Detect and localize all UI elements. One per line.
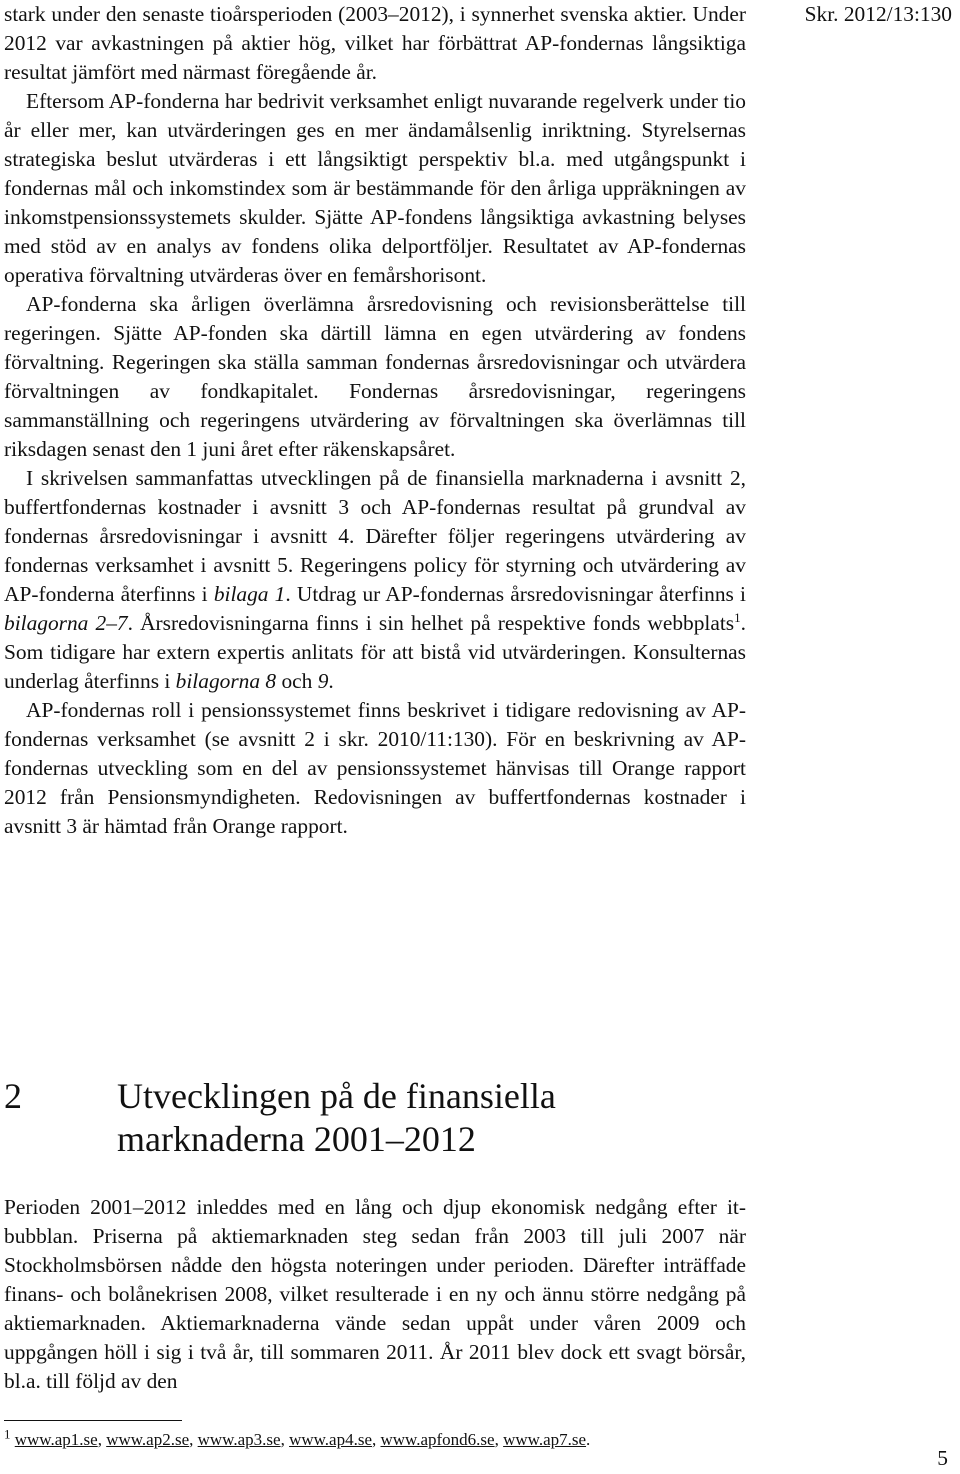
body-text bbox=[4, 0, 746, 841]
paragraph-5: AP-fondernas roll i pensionssystemet finns beskrivet i tidigare redovisning av AP-fondernas verksamhet (se avsnitt 2 i skr. 2010/11:130). För en beskrivning av AP-fondernas utveckling som en del av pensionssystemet hänvisas till Orange rapport 2012 från Pensionsmyndigheten. Redovisningen av buffertfondernas kostnader i avsnitt 3 är hämtad från Orange rapport. bbox=[4, 698, 746, 838]
paragraph-3: AP-fonderna ska årligen överlämna årsredovisning och revisionsberättelse till regeringen. Sjätte AP-fonden ska därtill lämna en egen utvärdering av fondens förvaltning. Regeringen ska ställa samman fondernas årsredovisningar och utvärdera förvaltningen av fondkapitalet. Fondernas årsredovisningar, regeringens sammanställning och regeringens utvärdering av förvaltningen ska överlämnas till riksdagen senast den 1 juni året efter räkenskapsåret. bbox=[4, 292, 746, 461]
footnote-number: 1 bbox=[4, 1426, 11, 1442]
footnote-link-apfond6[interactable]: www.apfond6.se bbox=[380, 1430, 495, 1449]
footnote-link-ap4[interactable]: www.ap4.se bbox=[289, 1430, 372, 1449]
footnote-marker: 1 bbox=[734, 609, 741, 625]
appendix-ref: bilaga 1 bbox=[213, 582, 286, 606]
document-reference: Skr. 2012/13:130 bbox=[804, 2, 952, 26]
footnote-divider bbox=[4, 1420, 182, 1421]
paragraph-4: I skrivelsen sammanfattas utvecklingen på de finansiella marknaderna i avsnitt 2, buffertfondernas kostnader i avsnitt 3 och AP-fondernas resultat på grundval av fondernas årsredovisningar i avsnitt 4. Därefter följer regeringens utvärdering av fondernas verksamhet i avsnitt 5. Regeringens policy för styrning och utvärdering av AP-fonderna återfinns i bilaga 1. Utdrag ur AP-fondernas årsredovisningar återfinns i bilagorna 2–7. Årsredovisningarna finns i sin helhet på respektive fonds webbplats$^1$. Som tidigare har extern expertis anlitats för att bistå vid utvärderingen. Konsulternas underlag återfinns i bilagorna 8 och 9. bbox=[4, 466, 746, 693]
footnote-link-ap1[interactable]: www.ap1.se bbox=[14, 1430, 98, 1449]
footnote-link-ap2[interactable]: www.ap2.se bbox=[106, 1430, 190, 1449]
paragraph-2: Eftersom AP-fonderna har bedrivit verksamhet enligt nuvarande regelverk under tio år eller mer, kan utvärderingen ges en mer ändamålsenlig inriktning. Styrelsernas strategiska beslut utvärderas i ett långsiktigt perspektiv bl.a. med utgångspunkt i fondernas mål och inkomstindex som är bestämmande för den årliga uppräkningen av inkomstpensionssystemets skulder. Sjätte AP-fondens långsiktiga avkastning belyses med stöd av en analys av fondens olika delportföljer. Resultatet av AP-fondernas operativa förvaltning utvärderas över en femårshorisont. bbox=[4, 89, 746, 287]
appendix-ref: 9 bbox=[317, 669, 329, 693]
footnote-link-ap3[interactable]: www.ap3.se bbox=[197, 1430, 281, 1449]
section-title: Utvecklingen på de finansiella marknaderna 2001–2012 bbox=[117, 1076, 556, 1159]
section-number: 2 bbox=[4, 1076, 22, 1116]
footnote-link-ap7[interactable]: www.ap7.se bbox=[503, 1430, 587, 1449]
footnote: $^1$ www.ap1.se, www.ap2.se, www.ap3.se, www.ap4.se, www.apfond6.se, www.ap7.se. bbox=[4, 1426, 591, 1449]
page-number: 5 bbox=[937, 1446, 948, 1470]
paragraph-1: stark under den senaste tioårsperioden (2003–2012), i synnerhet svenska aktier. Under 2012 var avkastningen på aktier hög, vilket har förbättrat AP-fondernas långsiktiga resultat jämfört med närmast föregående år. bbox=[4, 2, 746, 84]
appendix-ref: bilagorna 2–7 bbox=[4, 611, 128, 635]
section-paragraph: Perioden 2001–2012 inleddes med en lång och djup ekonomisk nedgång efter it-bubblan. Priserna på aktiemarknaden steg sedan från 2003 till juli 2007 när Stockholmsbörsen nådde den högsta noteringen under perioden. Därefter inträffade finans- och bolånekrisen 2008, vilket resulterade i en ny och ännu större nedgång på aktiemarknaden. Aktiemarknaderna vände sedan uppåt under våren 2009 och uppgången höll i sig i två år, till sommaren 2011. År 2011 blev dock ett svagt börsår, bl.a. till följd av den bbox=[4, 1195, 746, 1393]
appendix-ref: bilagorna 8 bbox=[175, 669, 277, 693]
